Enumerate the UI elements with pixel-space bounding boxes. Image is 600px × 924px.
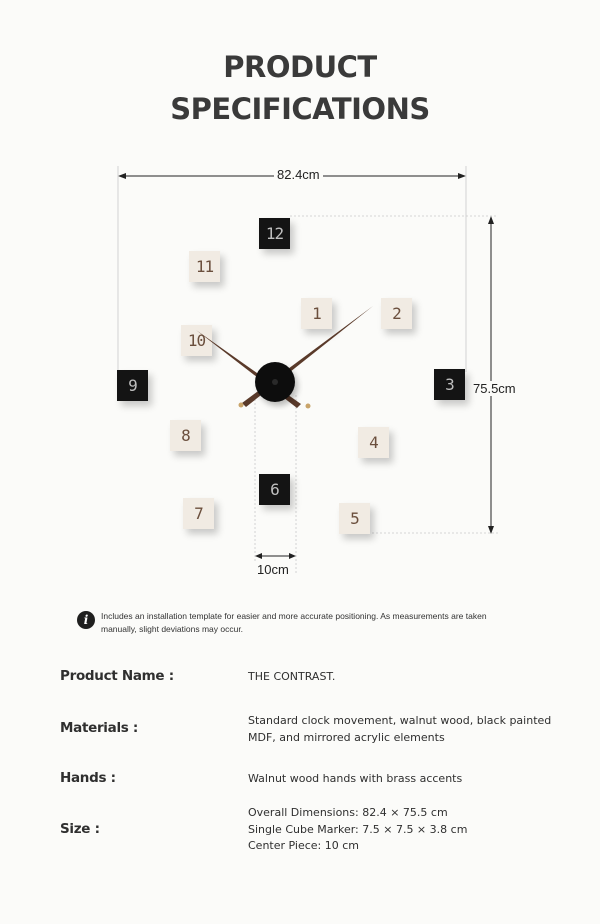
info-icon: i	[77, 611, 95, 629]
clock-marker-5: 5	[339, 503, 370, 534]
clock-marker-3: 3	[434, 369, 465, 400]
page-title-line-2: SPECIFICATIONS	[170, 92, 430, 126]
clock-marker-10: 10	[181, 325, 212, 356]
spec-size-line: Single Cube Marker: 7.5 × 7.5 × 3.8 cm	[248, 822, 468, 836]
spec-hands-value: Walnut wood hands with brass accents	[248, 772, 463, 785]
clock-marker-9: 9	[117, 370, 148, 401]
spec-materials-label: Materials :	[60, 720, 139, 736]
center-pin	[272, 379, 278, 385]
width-dimension-label: 82.4cm	[274, 167, 323, 182]
height-dimension-label: 75.5cm	[470, 381, 519, 396]
spec-product-name-label: Product Name :	[60, 668, 174, 684]
spec-size-label: Size :	[60, 821, 100, 837]
clock-marker-8: 8	[170, 420, 201, 451]
clock-marker-7: 7	[183, 498, 214, 529]
clock-marker-11: 11	[189, 251, 220, 282]
spec-size-line: Center Piece: 10 cm	[248, 839, 360, 852]
clock-marker-2: 2	[381, 298, 412, 329]
clock-marker-4: 4	[358, 427, 389, 458]
installation-note: Includes an installation template for easier and more accurate positioning. As measurements are taken manually, slight deviations may occur.	[101, 611, 487, 634]
spec-size-value	[248, 805, 558, 855]
spec-hands-label: Hands :	[60, 770, 116, 786]
spec-product-name-value: THE CONTRAST.	[248, 670, 336, 683]
page-title-line-1: PRODUCT	[223, 50, 377, 84]
spec-materials-value: Standard clock movement, walnut wood, black painted MDF, and mirrored acrylic elements	[248, 714, 552, 744]
spec-size-line: Overall Dimensions: 82.4 × 75.5 cm	[248, 806, 448, 819]
clock-marker-6: 6	[259, 474, 290, 505]
center-dimension-label: 10cm	[254, 562, 292, 577]
clock-marker-12: 12	[259, 218, 290, 249]
clock-marker-1: 1	[301, 298, 332, 329]
